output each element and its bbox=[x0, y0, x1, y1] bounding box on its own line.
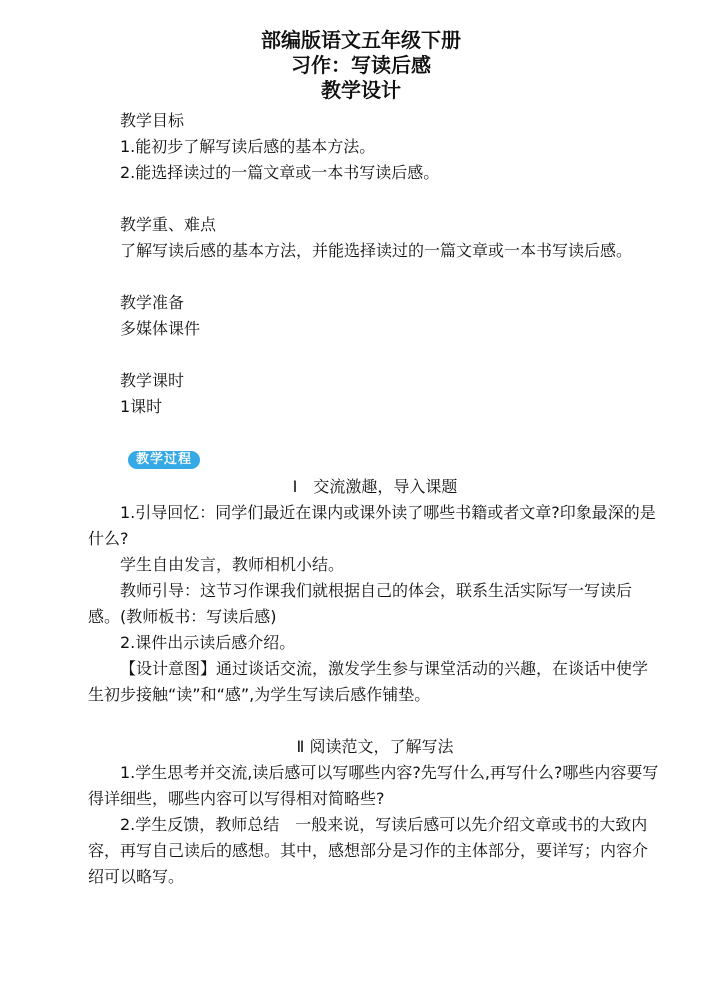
document-header bbox=[0, 28, 722, 103]
section1-paragraph: 2.课件出示读后感介绍。 bbox=[120, 633, 296, 652]
title-textbook: 部编版语文五年级下册 bbox=[261, 28, 461, 52]
section1-paragraph: 学生自由发言，教师相机小结。 bbox=[120, 555, 345, 574]
hours-text: 1课时 bbox=[120, 397, 163, 416]
goal-item: 1.能初步了解写读后感的基本方法。 bbox=[120, 137, 376, 156]
title-doc-type: 教学设计 bbox=[321, 78, 401, 102]
title-lesson: 习作：写读后感 bbox=[291, 53, 431, 77]
document-body bbox=[88, 108, 662, 890]
goal-item: 2.能选择读过的一篇文章或一本书写读后感。 bbox=[120, 163, 440, 182]
hours-heading: 教学课时 bbox=[120, 371, 185, 390]
process-badge-row bbox=[88, 446, 662, 474]
focus-heading: 教学重、难点 bbox=[120, 215, 217, 234]
section2-paragraph: 2.学生反馈，教师总结 一般来说，写读后感可以先介绍文章或书的大致内容，再写自己读后的感想。其中，感想部分是习作的主体部分，要详写；内容介绍可以略写。 bbox=[88, 815, 649, 886]
section2-paragraph: 1.学生思考并交流,读后感可以写哪些内容?先写什么,再写什么?哪些内容要写得详细些，哪些内容可以写得相对简略些? bbox=[88, 763, 659, 808]
design-intent: 【设计意图】通过谈话交流，激发学生参与课堂活动的兴趣，在谈话中使学生初步接触“读”和“感”,为学生写读后感作铺垫。 bbox=[88, 659, 649, 704]
section1-paragraph: 教师引导：这节习作课我们就根据自己的体会，联系生活实际写一写读后感。(教师板书：写读后感) bbox=[88, 581, 633, 626]
focus-text: 了解写读后感的基本方法，并能选择读过的一篇文章或一本书写读后感。 bbox=[120, 241, 633, 260]
goals-heading: 教学目标 bbox=[120, 111, 185, 130]
process-badge: 教学过程 bbox=[128, 451, 200, 469]
section1-title: Ⅰ 交流激趣，导入课题 bbox=[292, 477, 458, 496]
section2-title: Ⅱ 阅读范文，了解写法 bbox=[296, 737, 454, 756]
section1-paragraph: 1.引导回忆：同学们最近在课内或课外读了哪些书籍或者文章?印象最深的是什么? bbox=[88, 503, 656, 548]
prep-heading: 教学准备 bbox=[120, 293, 185, 312]
prep-text: 多媒体课件 bbox=[120, 319, 201, 338]
